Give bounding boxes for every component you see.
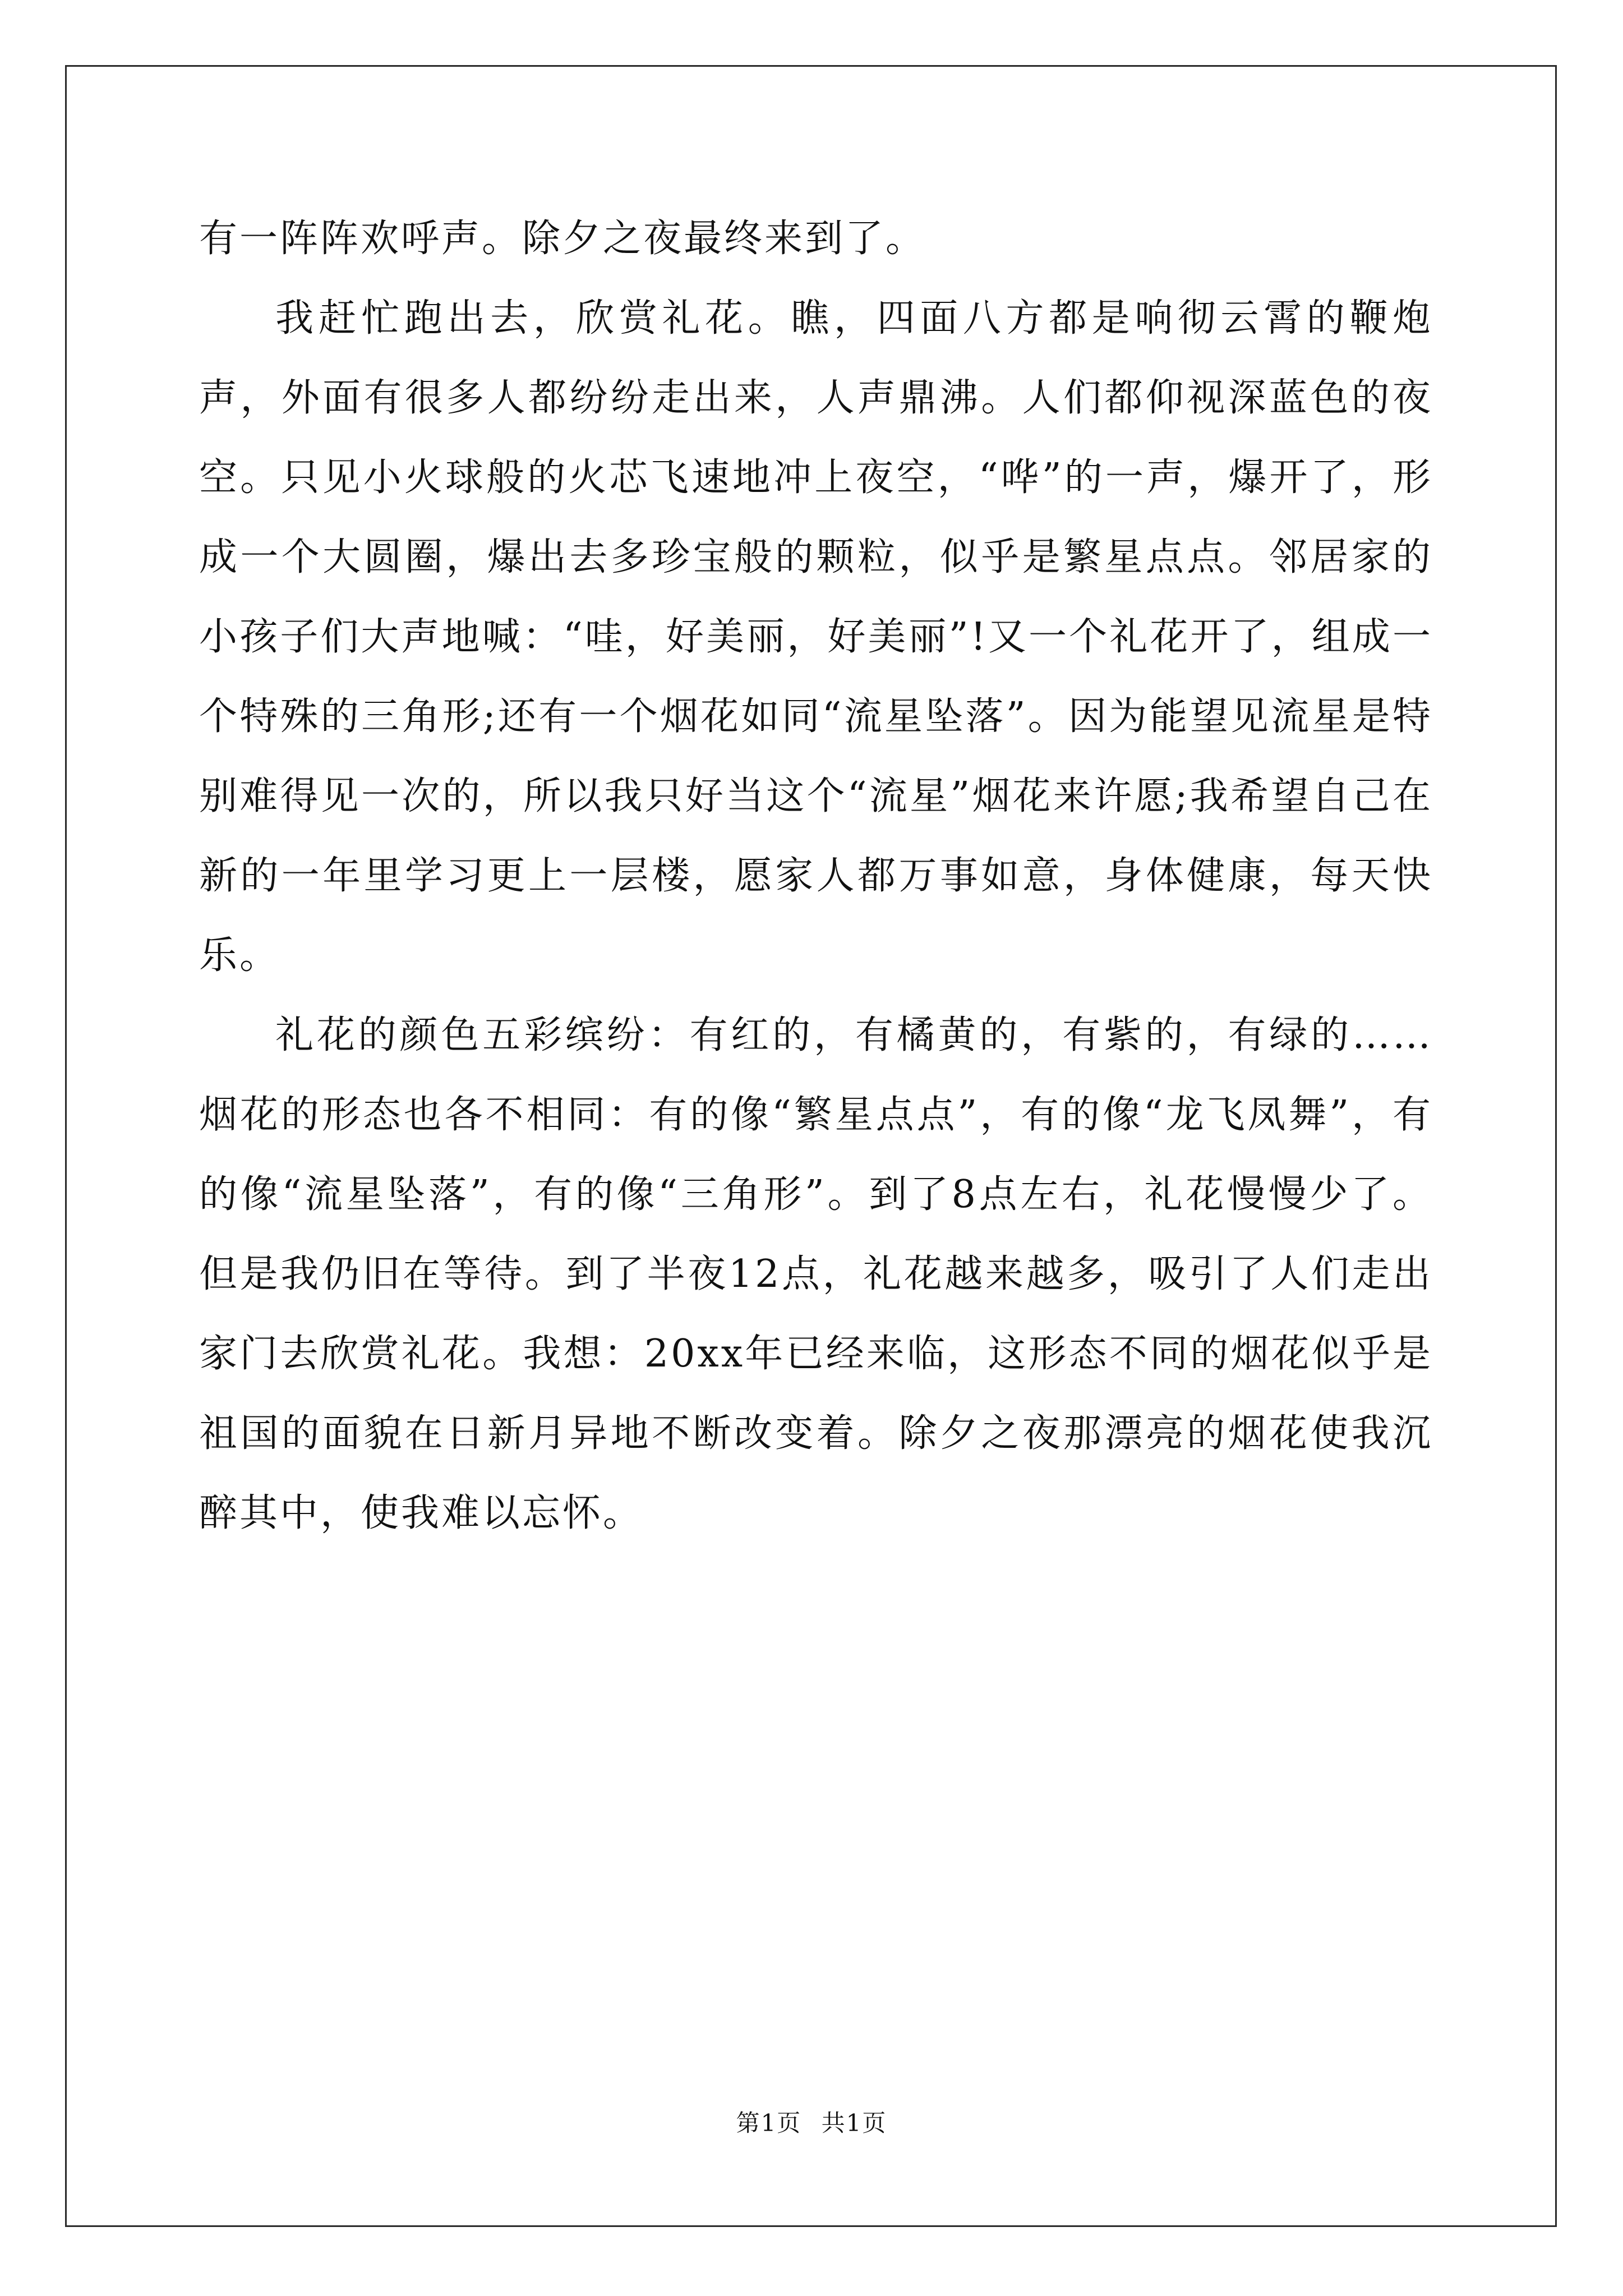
document-body [199,199,1433,1553]
page-total: 共1页 [821,2109,887,2137]
paragraph-1: 有一阵阵欢呼声。除夕之夜最终来到了。 [199,217,926,261]
page-footer [0,2105,1623,2138]
paragraph-3: 礼花的颜色五彩缤纷：有红的，有橘黄的，有紫的，有绿的……烟花的形态也各不相同：有的像“繁星点点”，有的像“龙飞凤舞”，有的像“流星坠落”，有的像“三角形”。到了8点左右，礼花慢慢少了。但是我仍旧在等待。到了半夜12点，礼花越来越多，吸引了人们走出家门去欣赏礼花。我想：20xx年已经来临，这形态不同的烟花似乎是祖国的面貌在日新月异地不断改变着。除夕之夜那漂亮的烟花使我沉醉其中，使我难以忘怀。 [199,1013,1433,1535]
page-number: 第1页 [736,2109,802,2137]
paragraph-2: 我赶忙跑出去，欣赏礼花。瞧，四面八方都是响彻云霄的鞭炮声，外面有很多人都纷纷走出来，人声鼎沸。人们都仰视深蓝色的夜空。只见小火球般的火芯飞速地冲上夜空，“哗”的一声，爆开了，形成一个大圆圈，爆出去多珍宝般的颗粒，似乎是繁星点点。邻居家的小孩子们大声地喊：“哇，好美丽，好美丽”!又一个礼花开了，组成一个特殊的三角形;还有一个烟花如同“流星坠落”。因为能望见流星是特别难得见一次的，所以我只好当这个“流星”烟花来许愿;我希望自己在新的一年里学习更上一层楼，愿家人都万事如意，身体健康，每天快乐。 [199,296,1433,978]
